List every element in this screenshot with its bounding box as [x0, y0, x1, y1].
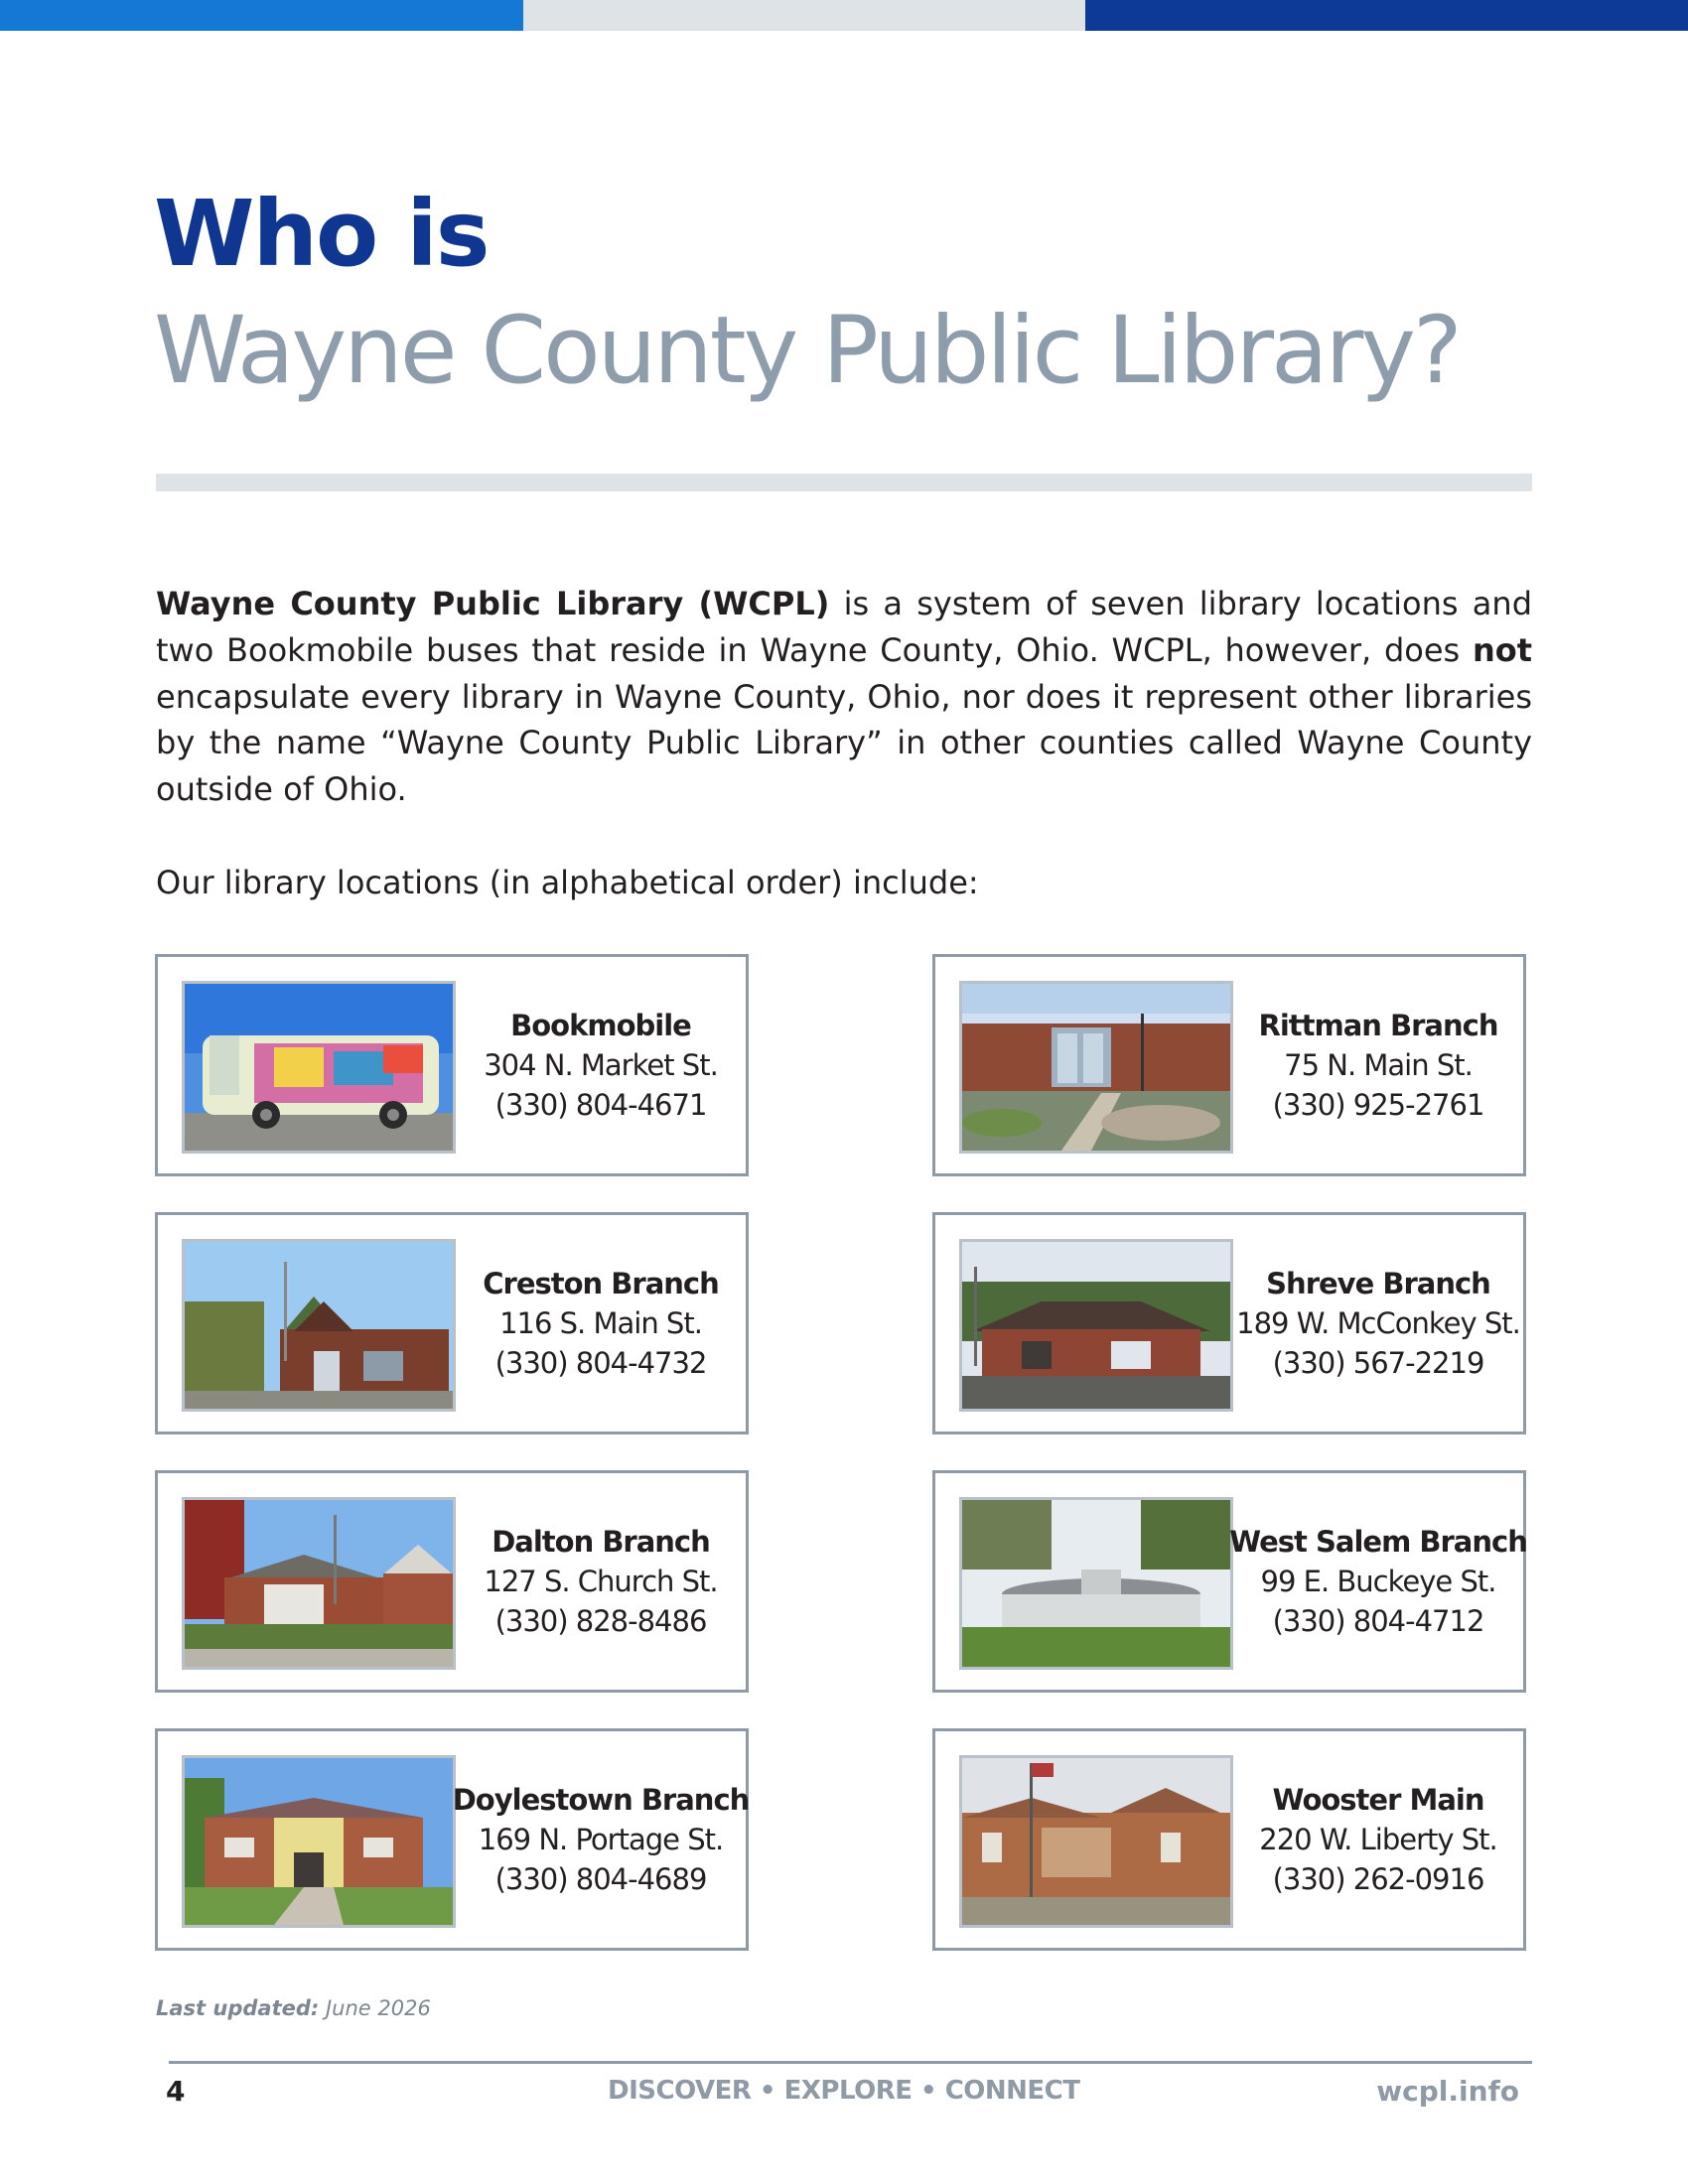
location-info [1233, 1215, 1523, 1432]
location-phone: (330) 262-0916 [1272, 1862, 1484, 1896]
location-phone: (330) 804-4732 [494, 1346, 707, 1380]
location-card-wooster-main [932, 1728, 1526, 1951]
location-phone: (330) 828-8486 [494, 1604, 707, 1638]
top-bar-gray-segment [523, 0, 1085, 31]
top-bar-navy-segment [1085, 0, 1688, 31]
location-address: 127 S. Church St. [484, 1565, 718, 1598]
location-address: 304 N. Market St. [484, 1048, 718, 1082]
wooster-main-photo [959, 1755, 1233, 1928]
page-number: 4 [166, 2075, 186, 2108]
top-bar-blue-segment [0, 0, 523, 31]
page-title-line2: Wayne County Public Library? [154, 297, 1460, 405]
location-info [456, 957, 746, 1173]
shreve-branch-photo [959, 1239, 1233, 1412]
location-name: Shreve Branch [1266, 1267, 1490, 1300]
doylestown-branch-photo [182, 1755, 456, 1928]
location-info [456, 1215, 746, 1432]
intro-org-name: Wayne County Public Library (WCPL) [156, 585, 830, 622]
location-name: Dalton Branch [492, 1525, 710, 1559]
location-phone: (330) 925-2761 [1272, 1088, 1484, 1122]
location-info [452, 1731, 750, 1948]
rittman-branch-photo [959, 981, 1233, 1154]
location-card-dalton [155, 1470, 749, 1693]
location-address: 189 W. McConkey St. [1236, 1306, 1520, 1340]
location-info [1233, 957, 1523, 1173]
location-name: Rittman Branch [1258, 1009, 1498, 1042]
location-card-shreve [932, 1212, 1526, 1434]
dalton-branch-photo [182, 1497, 456, 1670]
location-address: 116 S. Main St. [499, 1306, 702, 1340]
location-name: Doylestown Branch [452, 1783, 750, 1817]
location-info [1233, 1731, 1523, 1948]
intro-text-part2: encapsulate every library in Wayne County, Ohio, nor does it represent other libraries by the name “Wayne County Public Library” in other counties called Wayne County outside of Ohio. [156, 677, 1532, 809]
intro-text-part1: is a system of seven library locations and two Bookmobile buses that reside in Wayne County, Ohio. WCPL, however, does [156, 585, 1532, 669]
intro-paragraph [156, 581, 1532, 813]
location-name: Creston Branch [483, 1267, 719, 1300]
location-phone: (330) 567-2219 [1272, 1346, 1484, 1380]
last-updated [156, 1996, 431, 2020]
last-updated-value: June 2026 [319, 1996, 431, 2020]
location-card-rittman [932, 954, 1526, 1176]
location-address: 220 W. Liberty St. [1259, 1823, 1497, 1856]
location-name: West Salem Branch [1229, 1525, 1527, 1559]
footer-tagline: DISCOVER • EXPLORE • CONNECT [608, 2076, 1080, 2106]
location-card-bookmobile [155, 954, 749, 1176]
location-name: Wooster Main [1272, 1783, 1484, 1817]
intro-emphasis: not [1472, 630, 1532, 669]
location-card-doylestown [155, 1728, 749, 1951]
locations-lead: Our library locations (in alphabetical order) include: [156, 864, 979, 901]
location-phone: (330) 804-4689 [494, 1862, 707, 1896]
last-updated-label: Last updated: [156, 1996, 320, 2020]
location-address: 169 N. Portage St. [478, 1823, 724, 1856]
page-title-line1: Who is [154, 181, 489, 287]
footer-divider [169, 2061, 1532, 2064]
location-info [456, 1473, 746, 1690]
creston-branch-photo [182, 1239, 456, 1412]
footer-website: wcpl.info [1376, 2075, 1519, 2108]
location-address: 99 E. Buckeye St. [1260, 1565, 1496, 1598]
bookmobile-bus-photo [182, 981, 456, 1154]
location-address: 75 N. Main St. [1284, 1048, 1473, 1082]
location-phone: (330) 804-4671 [494, 1088, 707, 1122]
west-salem-branch-photo [959, 1497, 1233, 1670]
top-color-bar [0, 0, 1688, 31]
location-phone: (330) 804-4712 [1272, 1604, 1484, 1638]
location-info [1229, 1473, 1527, 1690]
location-card-west-salem [932, 1470, 1526, 1693]
location-name: Bookmobile [510, 1009, 691, 1042]
title-divider [156, 474, 1532, 491]
location-card-creston [155, 1212, 749, 1434]
